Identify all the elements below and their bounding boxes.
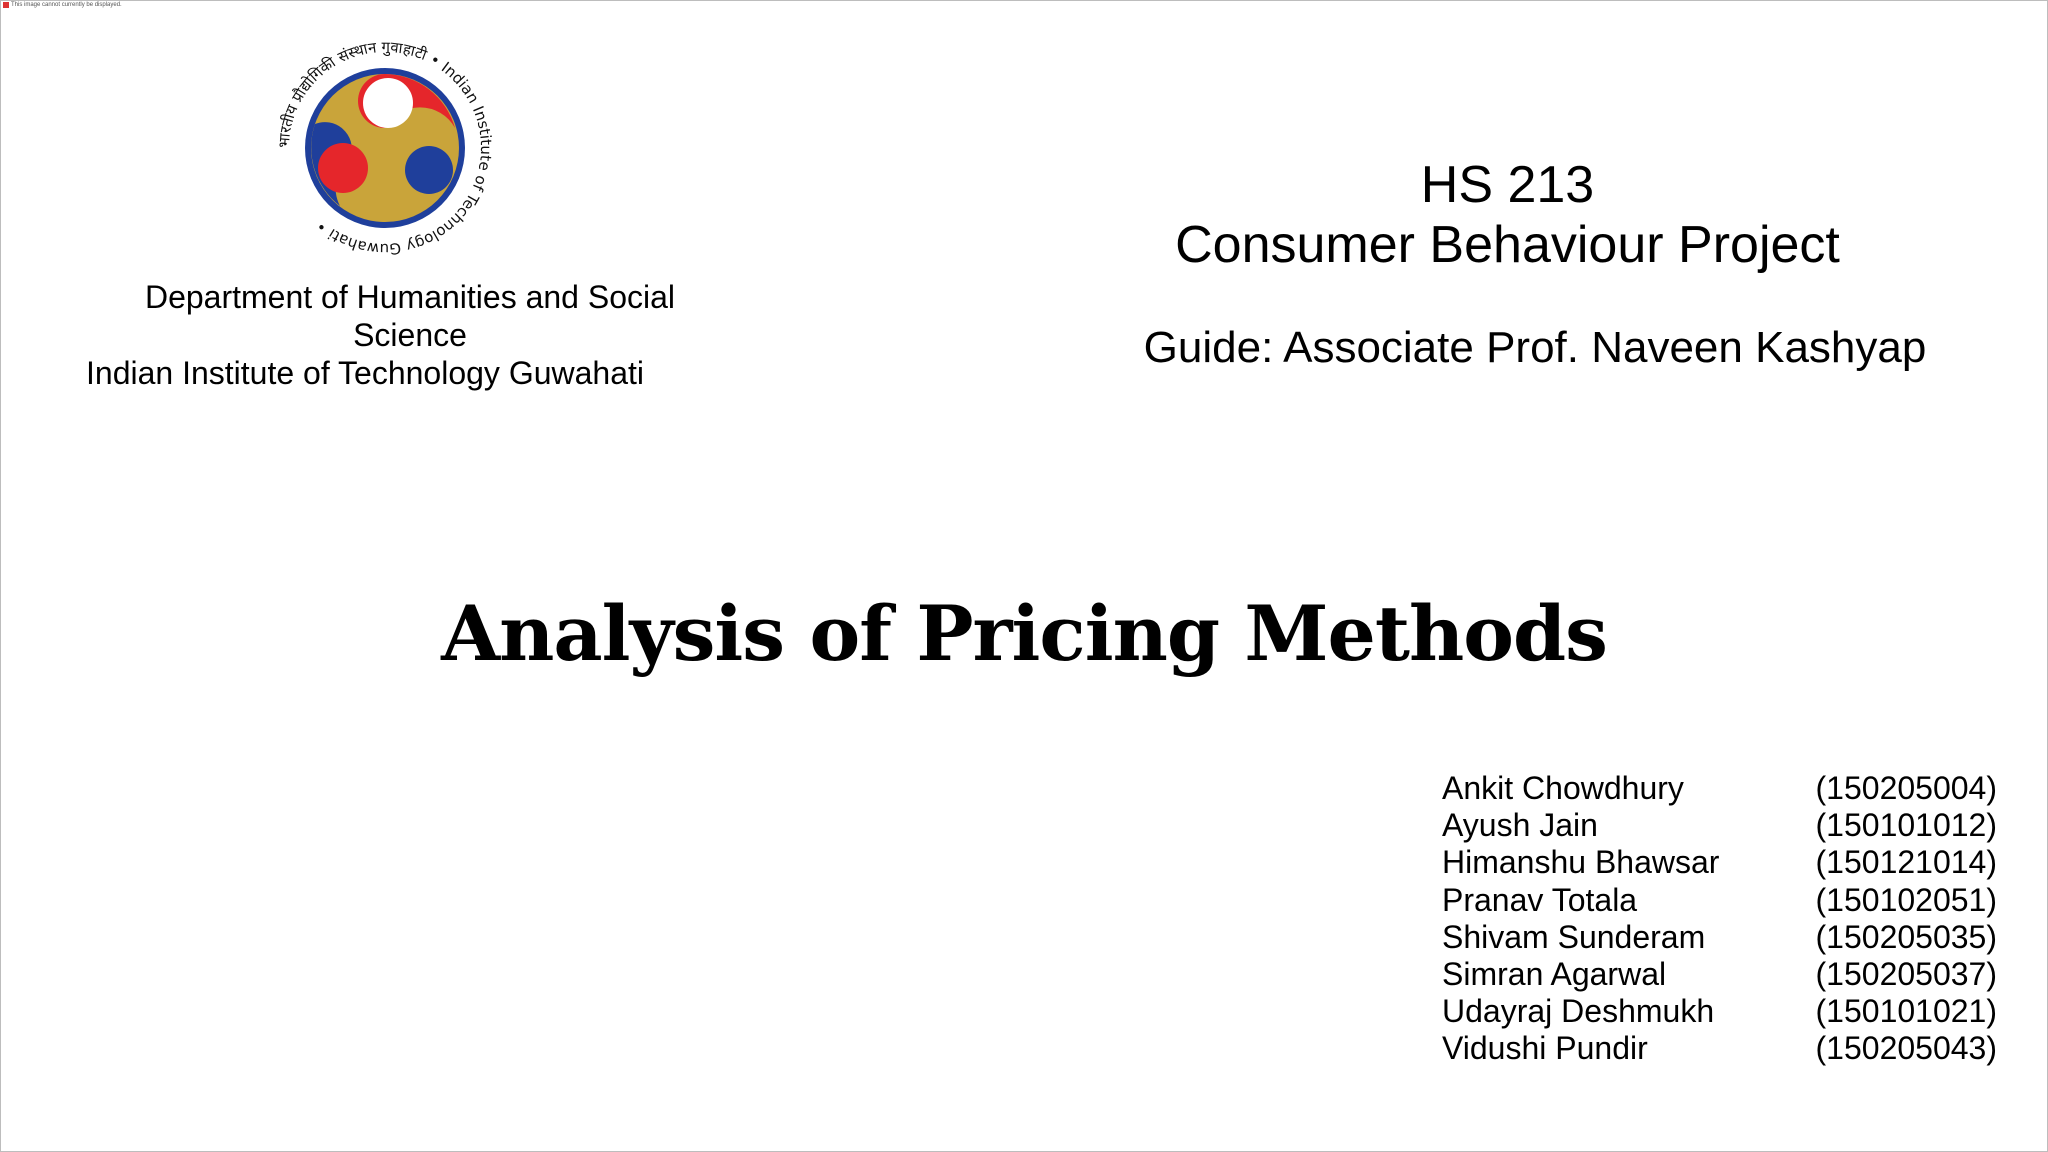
course-code: HS 213: [1420, 156, 1595, 214]
broken-image-notice: [3, 2, 122, 8]
student-row: [1442, 1030, 1997, 1067]
student-row: [1442, 882, 1997, 919]
logo-blue-dot: [405, 146, 453, 194]
department-line-1: Department of Humanities and Social: [144, 279, 676, 315]
department-line-3: Indian Institute of Technology Guwahati: [86, 355, 644, 391]
student-roll: (150205043): [1815, 1030, 1997, 1067]
logo-red-dot: [318, 143, 368, 193]
department-line-2: Science: [353, 317, 467, 353]
student-name: Himanshu Bhawsar: [1442, 844, 1720, 881]
logo-ring-textpath: भारतीय प्रौद्योगिकी संस्थान गुवाहाटी • Indian Institute of Technology Guwahati •: [274, 37, 496, 259]
student-roll: (150205035): [1815, 918, 1997, 955]
student-row: [1442, 956, 1997, 993]
broken-image-icon: [3, 2, 9, 8]
student-row: [1442, 919, 1997, 956]
student-roll: (150101012): [1815, 807, 1997, 844]
student-row: [1442, 770, 1997, 807]
course-block: [1100, 155, 1915, 275]
student-list: [1442, 770, 1997, 1068]
department-block: [80, 278, 740, 392]
student-name: Vidushi Pundir: [1442, 1030, 1648, 1067]
student-name: Ankit Chowdhury: [1442, 770, 1684, 806]
student-roll: (150205004): [1815, 770, 1997, 806]
student-row: [1442, 844, 1997, 881]
student-row: [1442, 993, 1997, 1030]
student-name: Ayush Jain: [1442, 807, 1598, 844]
student-row: [1442, 807, 1997, 844]
logo-white-dot: [363, 78, 413, 128]
student-name: Pranav Totala: [1442, 881, 1638, 918]
iit-guwahati-logo: [267, 30, 503, 266]
guide-line: Guide: Associate Prof. Naveen Kashyap: [1143, 323, 1927, 372]
student-roll: (150205037): [1815, 955, 1997, 992]
student-name: Shivam Sunderam: [1442, 918, 1706, 955]
student-name: Simran Agarwal: [1442, 955, 1667, 992]
broken-image-text: This image cannot currently be displayed.: [11, 2, 122, 8]
student-name: Udayraj Deshmukh: [1442, 993, 1715, 1030]
student-roll: (150121014): [1815, 844, 1997, 881]
slide-title: Analysis of Pricing Methods: [441, 589, 1607, 678]
student-roll: (150101021): [1815, 993, 1997, 1030]
course-name: Consumer Behaviour Project: [1175, 216, 1840, 274]
student-roll: (150102051): [1815, 881, 1997, 918]
